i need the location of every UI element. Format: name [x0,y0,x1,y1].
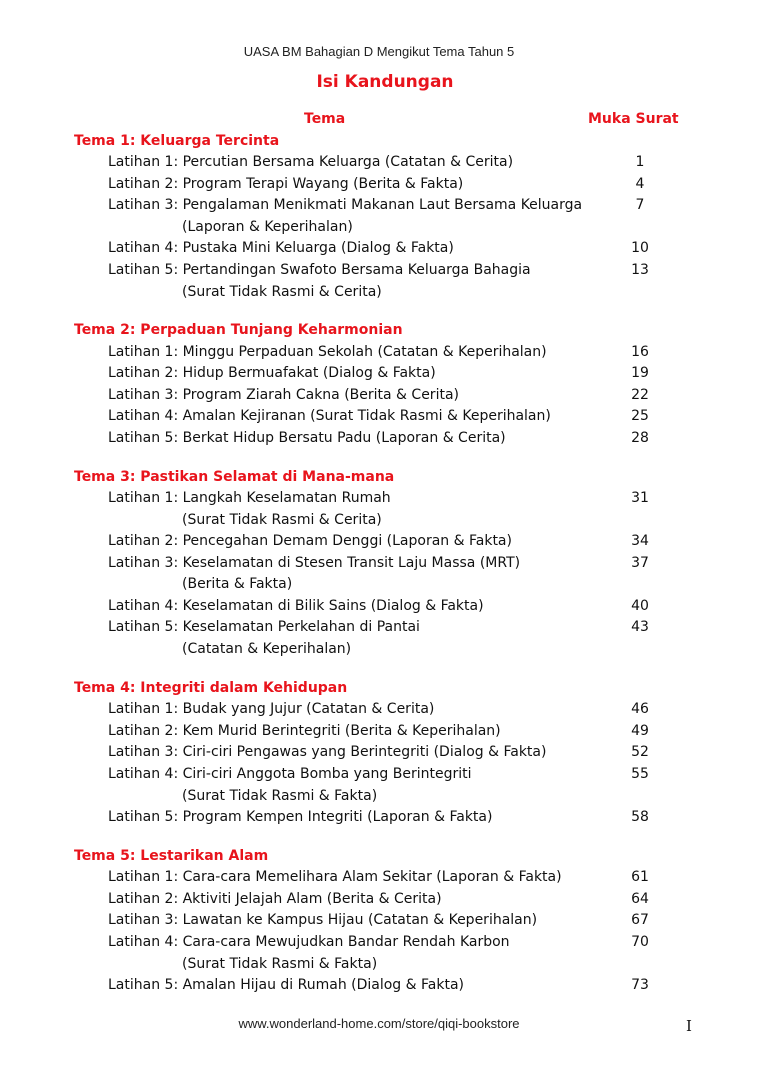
toc-item-continuation: (Berita & Fakta) [182,576,293,592]
toc-item-page: 31 [631,490,649,506]
toc-item-label: Latihan 4: Amalan Kejiranan (Surat Tidak Rasmi & Keperihalan) [108,408,551,424]
toc-item-page: 4 [635,176,645,192]
toc-item-continuation: (Surat Tidak Rasmi & Cerita) [182,512,382,528]
theme-3-heading: Tema 3: Pastikan Selamat di Mana-mana [74,469,395,485]
toc-item-page: 43 [631,619,649,635]
toc-item-page: 46 [631,701,649,717]
page-title: Isi Kandungan [316,72,454,92]
toc-item-label: Latihan 3: Ciri-ciri Pengawas yang Berintegriti (Dialog & Fakta) [108,744,547,760]
toc-item-page: 73 [631,977,649,993]
page-header: UASA BM Bahagian D Mengikut Tema Tahun 5 [243,44,515,59]
theme-5-heading: Tema 5: Lestarikan Alam [74,848,269,864]
theme-1-heading: Tema 1: Keluarga Tercinta [74,133,280,149]
toc-item-page: 1 [635,154,645,170]
toc-item-label: Latihan 1: Langkah Keselamatan Rumah [108,490,391,506]
toc-item-label: Latihan 1: Cara-cara Memelihara Alam Sekitar (Laporan & Fakta) [108,869,562,885]
theme-4-heading: Tema 4: Integriti dalam Kehidupan [74,680,348,696]
toc-item-page: 16 [631,344,649,360]
toc-item-label: Latihan 2: Hidup Bermuafakat (Dialog & Fakta) [108,365,436,381]
toc-item-page: 10 [631,240,649,256]
toc-item-label: Latihan 5: Pertandingan Swafoto Bersama Keluarga Bahagia [108,262,531,278]
toc-item-label: Latihan 4: Ciri-ciri Anggota Bomba yang Berintegriti [108,766,472,782]
toc-item-label: Latihan 2: Pencegahan Demam Denggi (Laporan & Fakta) [108,533,512,549]
toc-item-label: Latihan 3: Keselamatan di Stesen Transit Laju Massa (MRT) [108,555,521,571]
toc-item-label: Latihan 2: Aktiviti Jelajah Alam (Berita & Cerita) [108,891,442,907]
toc-item-page: 28 [631,430,649,446]
toc-item-label: Latihan 4: Keselamatan di Bilik Sains (Dialog & Fakta) [108,598,484,614]
toc-item-label: Latihan 1: Budak yang Jujur (Catatan & Cerita) [108,701,435,717]
toc-item-page: 61 [631,869,649,885]
toc-item-label: Latihan 1: Percutian Bersama Keluarga (Catatan & Cerita) [108,154,514,170]
toc-item-continuation: (Laporan & Keperihalan) [182,219,353,235]
toc-item-label: Latihan 4: Pustaka Mini Keluarga (Dialog & Fakta) [108,240,454,256]
toc-item-page: 34 [631,533,649,549]
toc-item-page: 49 [631,723,649,739]
toc-item-page: 52 [631,744,649,760]
theme-2-heading: Tema 2: Perpaduan Tunjang Keharmonian [74,322,403,338]
toc-item-page: 37 [631,555,649,571]
toc-item-page: 19 [631,365,649,381]
toc-item-label: Latihan 5: Amalan Hijau di Rumah (Dialog & Fakta) [108,977,464,993]
toc-item-label: Latihan 3: Lawatan ke Kampus Hijau (Catatan & Keperihalan) [108,912,538,928]
toc-item-page: 22 [631,387,649,403]
column-header-tema: Tema [304,111,346,127]
toc-item-continuation: (Surat Tidak Rasmi & Fakta) [182,788,378,804]
toc-item-continuation: (Catatan & Keperihalan) [182,641,352,657]
toc-item-page: 7 [635,197,645,213]
toc-item-page: 55 [631,766,649,782]
toc-item-page: 13 [631,262,649,278]
toc-item-page: 25 [631,408,649,424]
toc-item-label: Latihan 3: Pengalaman Menikmati Makanan Laut Bersama Keluarga [108,197,583,213]
toc-item-label: Latihan 5: Program Kempen Integriti (Laporan & Fakta) [108,809,493,825]
toc-item-label: Latihan 5: Keselamatan Perkelahan di Pantai [108,619,420,635]
toc-item-page: 40 [631,598,649,614]
toc-item-label: Latihan 1: Minggu Perpaduan Sekolah (Catatan & Keperihalan) [108,344,547,360]
toc-item-continuation: (Surat Tidak Rasmi & Cerita) [182,284,382,300]
toc-item-continuation: (Surat Tidak Rasmi & Fakta) [182,956,378,972]
toc-item-label: Latihan 5: Berkat Hidup Bersatu Padu (Laporan & Cerita) [108,430,506,446]
toc-item-page: 67 [631,912,649,928]
page-number: I [686,1017,692,1035]
toc-item-page: 70 [631,934,649,950]
toc-item-page: 58 [631,809,649,825]
toc-item-label: Latihan 2: Kem Murid Berintegriti (Berita & Keperihalan) [108,723,501,739]
column-header-muka-surat: Muka Surat [588,111,679,127]
toc-item-page: 64 [631,891,649,907]
toc-item-label: Latihan 2: Program Terapi Wayang (Berita & Fakta) [108,176,464,192]
toc-item-label: Latihan 3: Program Ziarah Cakna (Berita & Cerita) [108,387,459,403]
toc-item-label: Latihan 4: Cara-cara Mewujudkan Bandar Rendah Karbon [108,934,510,950]
footer-url: www.wonderland-home.com/store/qiqi-bookstore [238,1016,520,1031]
